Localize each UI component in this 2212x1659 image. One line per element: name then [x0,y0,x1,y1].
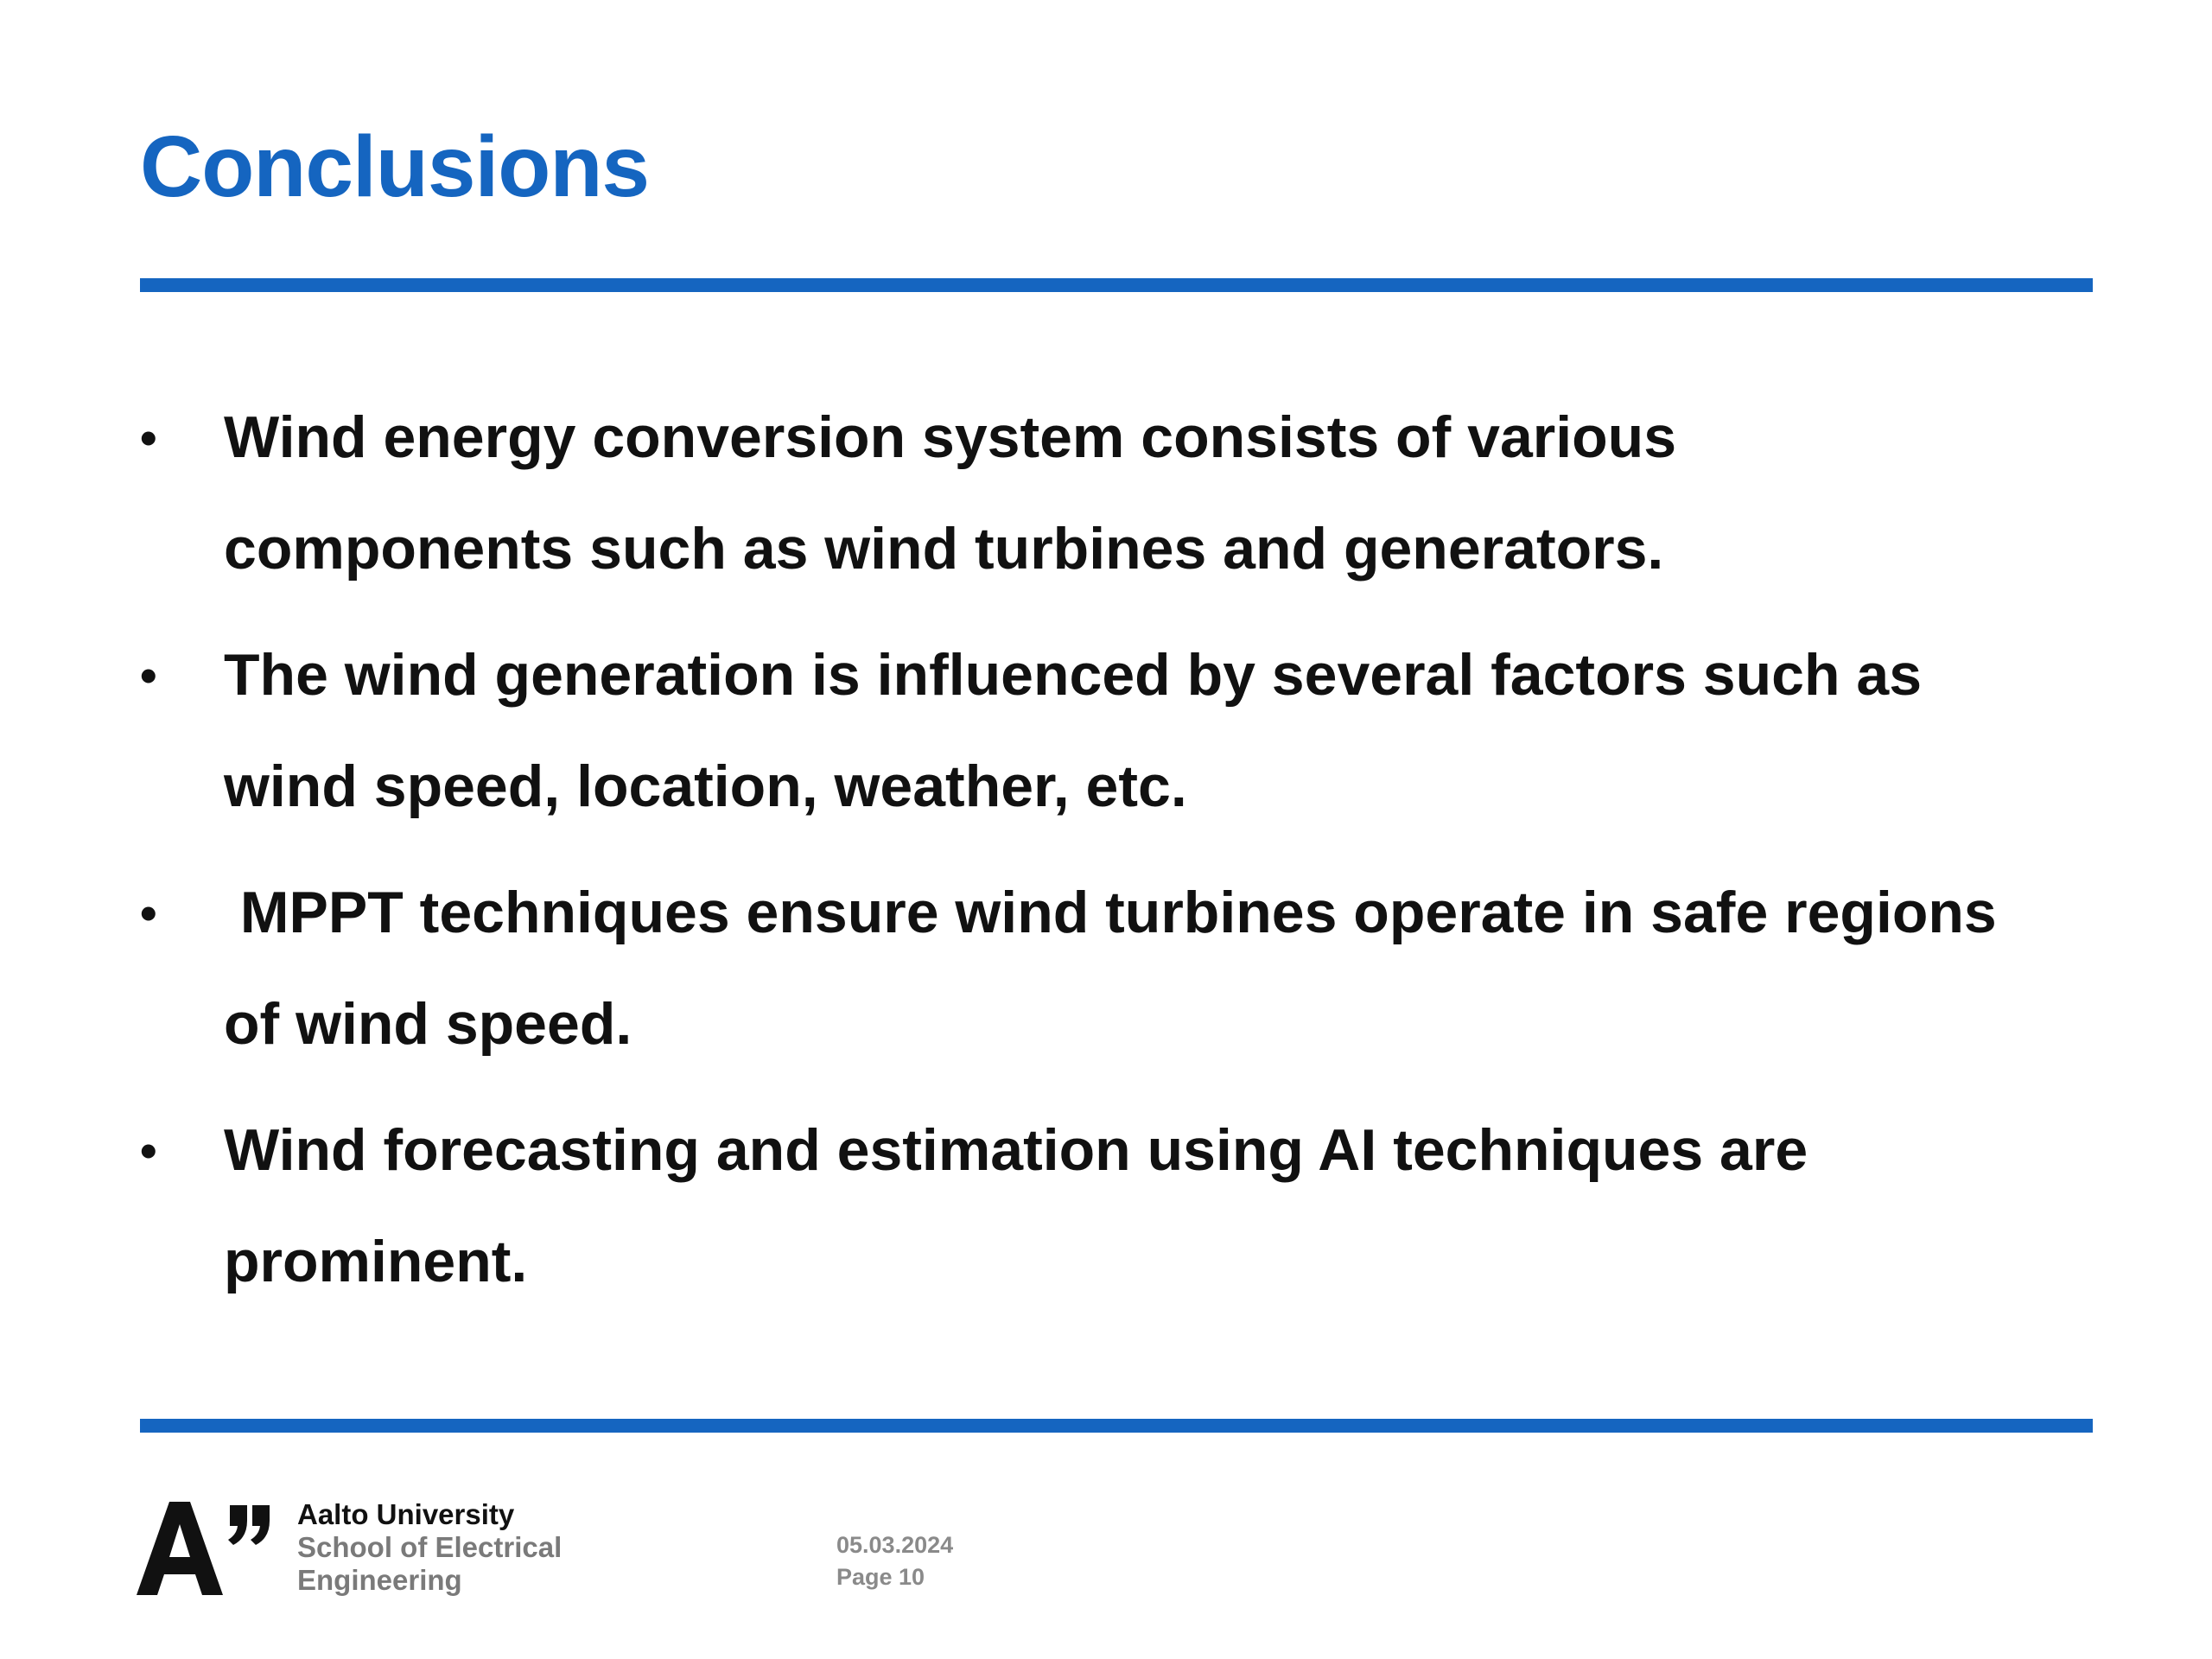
bullet-marker: • [140,410,157,465]
university-name: Aalto University [297,1498,515,1530]
school-name-line: School of Electrical [297,1531,563,1563]
bullet-text-line: The wind generation is influenced by several factors such as [224,642,1923,708]
bullet-list [140,382,2145,1332]
bullet-marker: • [140,1123,157,1178]
title-divider [140,278,2093,292]
slide-title: Conclusions [140,118,650,215]
bullet-text-line: components such as wind turbines and generators. [224,516,1664,582]
bullet-text-line: prominent. [224,1229,528,1294]
school-name-line: Engineering [297,1564,462,1596]
bullet-marker: • [140,648,157,702]
university-name-block [297,1498,562,1597]
page-number: Page 10 [836,1564,925,1590]
bullet-item [140,857,2145,1080]
bullet-item [140,1095,2145,1318]
bullet-text-line: Wind energy conversion system consists of various [224,404,1677,470]
aalto-a-logo-icon [137,1502,275,1597]
bullet-marker: • [140,886,157,940]
bullet-item [140,382,2145,605]
bullet-text-line: Wind forecasting and estimation using AI techniques are [224,1117,1808,1183]
footer-divider [140,1419,2093,1433]
bullet-text-line: wind speed, location, weather, etc. [224,753,1187,819]
bullet-text-line: of wind speed. [224,991,632,1057]
slide-date: 05.03.2024 [836,1532,954,1558]
slide-meta [836,1529,953,1593]
bullet-item [140,620,2145,842]
bullet-text-line: MPPT techniques ensure wind turbines operate in safe regions [224,880,1997,945]
